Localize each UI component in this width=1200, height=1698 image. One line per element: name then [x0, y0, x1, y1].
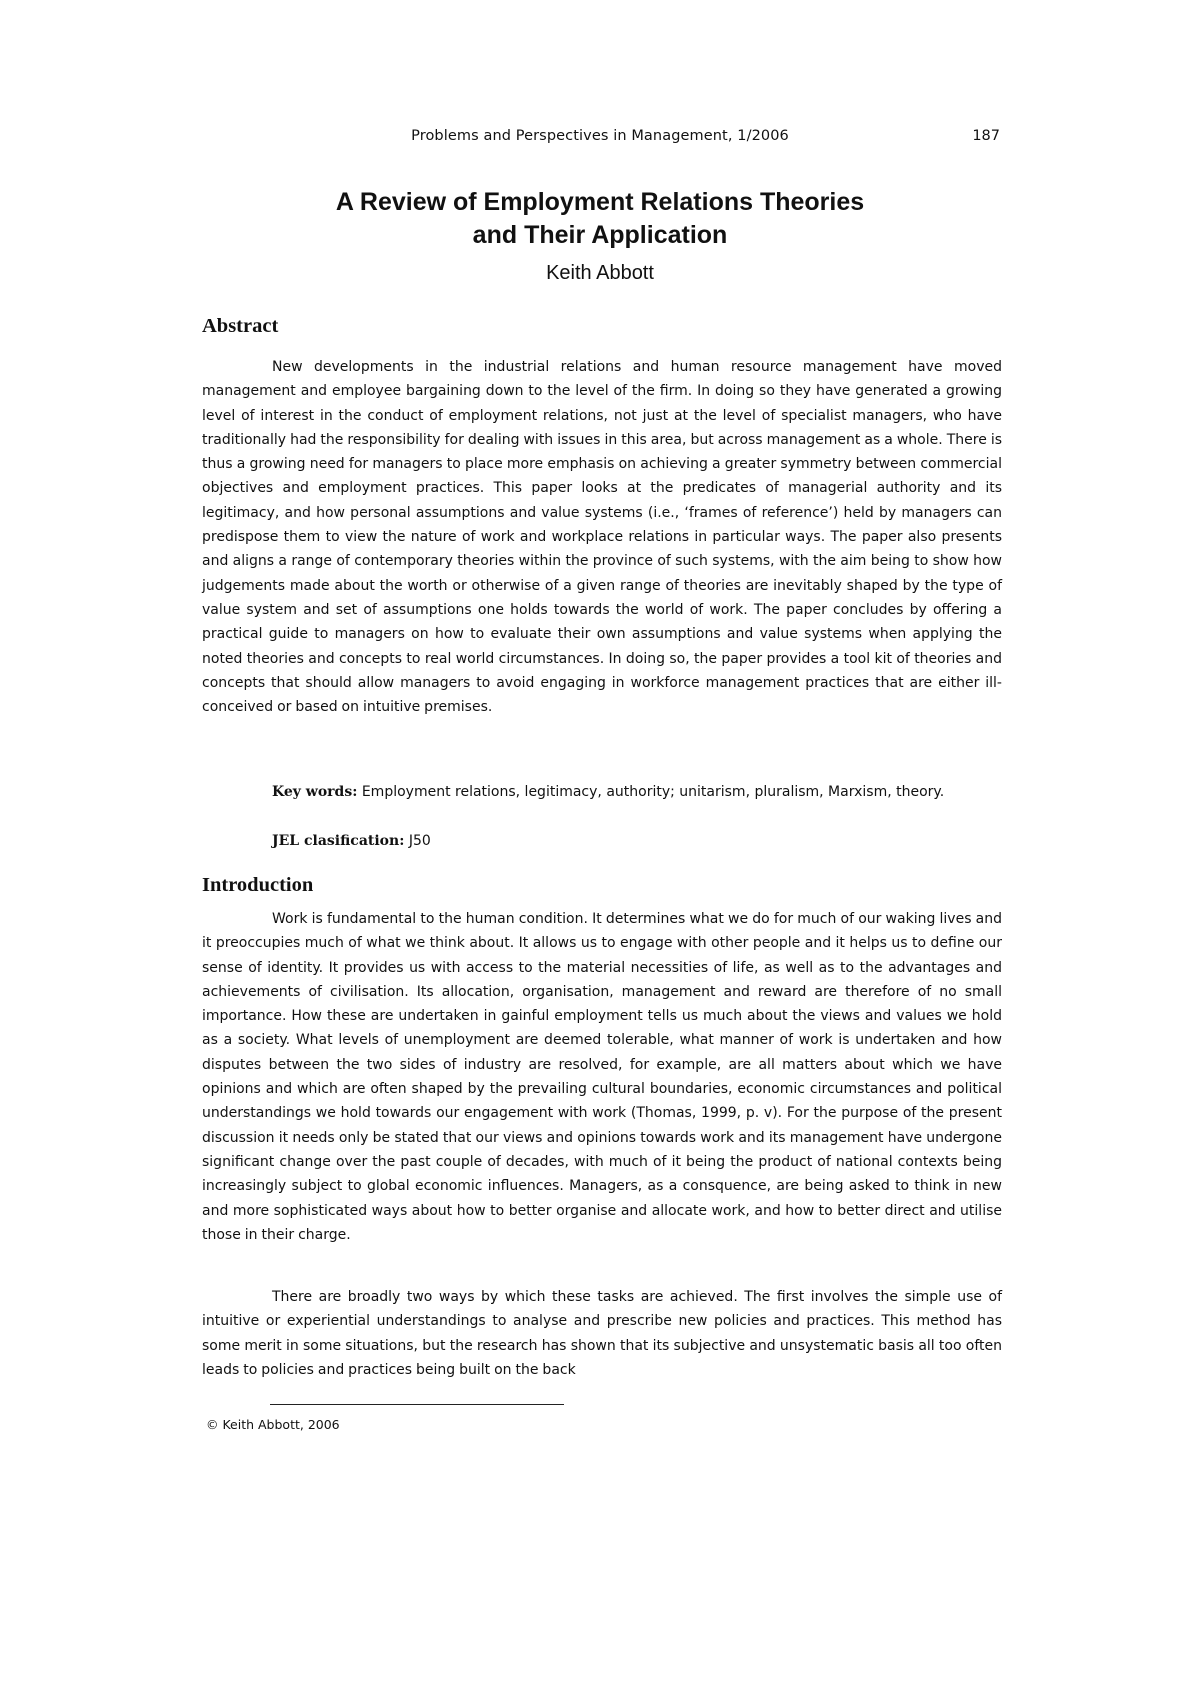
intro-paragraph-1: Work is fundamental to the human condition. It determines what we do for much of our waking lives and it preoccupies much of what we think about. It allows us to engage with other people and it helps us to define our sense of identity. It provides us with access to the material necessities of life, as well as to the advantages and achievements of civilisation. Its allocation, organisation, management and reward are therefore of no small importance. How these are undertaken in gainful employment tells us much about the views and values we hold as a society. What levels of unemployment are deemed tolerable, what manner of work is undertaken and how disputes between the two sides of industry are resolved, for example, are all matters about which we have opinions and which are often shaped by the prevailing cultural boundaries, economic circumstances and political understandings we hold towards our engagement with work (Thomas, 1999, p. v). For the purpose of the present discussion it needs only be stated that our views and opinions towards work and its management have undergone significant change over the past couple of decades, with much of it being the product of national contexts being increasingly subject to global economic influences. Managers, as a consquence, are being asked to think in new and more sophisticated ways about how to better organise and allocate work, and how to better direct and utilise those in their charge.	[202, 911, 1002, 1243]
running-header	[200, 128, 1000, 152]
author-name: Keith Abbott	[546, 262, 654, 284]
intro-paragraph-2: There are broadly two ways by which these tasks are achieved. The first involves the simple use of intuitive or experiential understandings to analyse and prescribe new policies and practices. This method has some merit in some situations, but the research has shown that its subjective and unsystematic basis all too often leads to policies and practices being built on the back	[202, 1289, 1002, 1378]
copyright-footnote: © Keith Abbott, 2006	[206, 1417, 340, 1432]
keywords-value: Employment relations, legitimacy, authority; unitarism, pluralism, Marxism, theory.	[357, 784, 945, 800]
keywords-line	[202, 780, 1002, 804]
keywords-label: Key words:	[272, 784, 358, 800]
footnote-divider	[270, 1404, 564, 1405]
introduction-heading: Introduction	[202, 874, 314, 896]
page-number: 187	[972, 128, 1000, 144]
title-line-2: and Their Application	[472, 221, 728, 249]
abstract-text: New developments in the industrial relations and human resource management have moved management and employee bargaining down to the level of the firm. In doing so they have generated a growing level of interest in the conduct of employment relations, not just at the level of specialist managers, who have traditionally had the responsibility for dealing with issues in this area, but across management as a whole. There is thus a growing need for managers to place more emphasis on achieving a greater symmetry between commercial objectives and employment practices. This paper looks at the predicates of managerial authority and its legitimacy, and how personal assumptions and value systems (i.e., ‘frames of reference’) held by managers can predispose them to view the nature of work and workplace relations in particular ways. The paper also presents and aligns a range of contemporary theories within the province of such systems, with the aim being to show how judgements made about the worth or otherwise of a given range of theories are inevitably shaped by the type of value system and set of assumptions one holds towards the world of work. The paper concludes by offering a practical guide to managers on how to evaluate their own assumptions and value systems when applying the noted theories and concepts to real world circumstances. In doing so, the paper provides a tool kit of theories and concepts that should allow managers to avoid engaging in workforce management practices that are either ill-conceived or based on intuitive premises.	[202, 359, 1002, 716]
journal-name: Problems and Perspectives in Management, 1/2006	[411, 128, 789, 144]
paper-title	[150, 186, 1050, 252]
abstract-heading: Abstract	[202, 315, 279, 337]
title-line-1: A Review of Employment Relations Theories	[335, 188, 865, 216]
jel-label: JEL clasification:	[272, 833, 405, 849]
jel-line	[272, 829, 431, 853]
jel-value: J50	[404, 833, 431, 849]
